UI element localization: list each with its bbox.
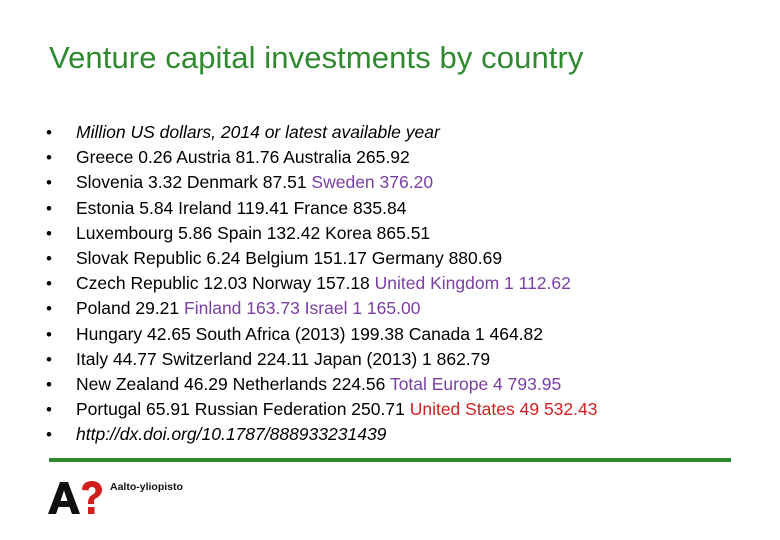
logo-question-glyph	[82, 481, 102, 504]
bullet-item	[46, 196, 597, 221]
bullet-text-segment: Slovak Republic 6.24 Belgium 151.17 Germany 880.69	[76, 247, 503, 268]
bullet-item	[46, 246, 597, 271]
bullet-item	[46, 296, 597, 321]
bullet-item	[46, 271, 597, 296]
bullet-dot: •	[46, 223, 52, 243]
bullet-dot: •	[46, 299, 52, 319]
bullet-item	[46, 347, 597, 372]
bullet-text-segment: Israel 1 165.00	[304, 298, 421, 319]
bullet-text-segment: Slovenia 3.32 Denmark 87.51	[76, 172, 312, 193]
bullet-item	[46, 145, 597, 170]
bullet-text-segment: United States 49 532.43	[409, 399, 598, 420]
bullet-text-segment: Italy 44.77 Switzerland 224.11 Japan (2013) 1 862.79	[76, 348, 491, 369]
bullet-text-segment: Finland 163.73	[184, 298, 305, 319]
bullet-dot: •	[46, 324, 52, 344]
logo-a-glyph	[48, 482, 80, 514]
bullet-text-segment: Sweden 376.20	[311, 172, 434, 193]
bullet-item	[46, 120, 597, 145]
bullet-item	[46, 322, 597, 347]
bullet-dot: •	[46, 173, 52, 193]
bullet-list	[46, 120, 597, 447]
logo-wordmark: Aalto-yliopisto	[110, 481, 183, 493]
bullet-dot: •	[46, 148, 52, 168]
bullet-item	[46, 422, 597, 447]
bullet-text-segment: Greece 0.26 Austria 81.76 Australia 265.92	[76, 147, 410, 168]
aalto-logo	[48, 480, 104, 516]
bullet-text-segment: United Kingdom 1 112.62	[374, 273, 571, 294]
bullet-text-segment: New Zealand 46.29 Netherlands 224.56	[76, 373, 390, 394]
bullet-text-segment: Million US dollars, 2014 or latest available year	[76, 122, 440, 142]
bullet-text-segment: Total Europe 4 793.95	[389, 373, 562, 394]
bullet-dot: •	[46, 274, 52, 294]
bullet-dot: •	[46, 374, 52, 394]
bullet-text-segment: Czech Republic 12.03 Norway 157.18	[76, 273, 375, 294]
bullet-dot: •	[46, 123, 52, 142]
logo-question-dot	[88, 507, 95, 514]
bullet-item	[46, 372, 597, 397]
bullet-text-segment: Portugal 65.91 Russian Federation 250.71	[76, 399, 410, 420]
bullet-text-segment: http://dx.doi.org/10.1787/888933231439	[76, 424, 387, 445]
bullet-text-segment: Poland 29.21	[76, 298, 185, 319]
bullet-item	[46, 170, 597, 195]
bullet-item	[46, 221, 597, 246]
bullet-dot: •	[46, 400, 52, 420]
divider-rule	[49, 458, 731, 462]
bullet-item	[46, 397, 597, 422]
bullet-dot: •	[46, 248, 52, 268]
bullet-text-segment: Hungary 42.65 South Africa (2013) 199.38 Canada 1 464.82	[76, 323, 544, 344]
bullet-text-segment: Estonia 5.84 Ireland 119.41 France 835.84	[76, 197, 407, 218]
bullet-dot: •	[46, 349, 52, 369]
bullet-text-segment: Luxembourg 5.86 Spain 132.42 Korea 865.51	[76, 222, 431, 243]
slide-title: Venture capital investments by country	[49, 40, 584, 75]
bullet-dot: •	[46, 198, 52, 218]
bullet-dot: •	[46, 425, 52, 445]
